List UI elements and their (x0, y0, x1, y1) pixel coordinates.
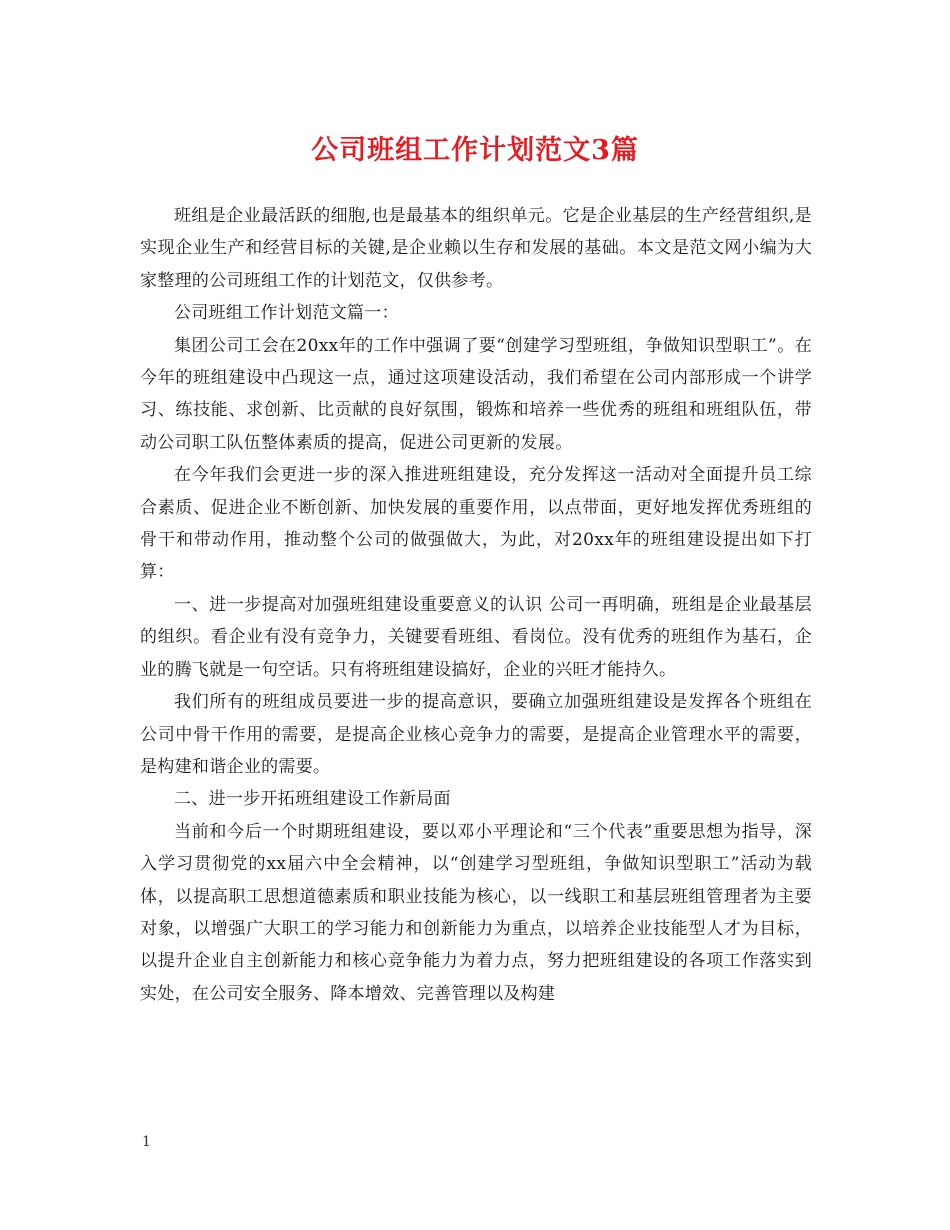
document-body (140, 200, 812, 1010)
document-title: 公司班组工作计划范文3篇 (311, 135, 639, 166)
page-number: 1 (142, 1134, 151, 1150)
paragraph-subheading: 二、进一步开拓班组建设工作新局面 (174, 789, 451, 810)
paragraph: 集团公司工会在20xx年的工作中强调了要“创建学习型班组，争做知识型职工”。在今年的班组建设中凸现这一点，通过这项建设活动，我们希望在公司内部形成一个讲学习、练技能、求创新、比贡献的良好氛围，锻炼和培养一些优秀的班组和班组队伍，带动公司职工队伍整体素质的提高，促进公司更新的发展。 (140, 335, 812, 453)
paragraph: 一、进一步提高对加强班组建设重要意义的认识 公司一再明确，班组是企业最基层的组织。看企业有没有竞争力，关键要看班组、看岗位。没有优秀的班组作为基石，企业的腾飞就是一句空话。只有将班组建设搞好，企业的兴旺才能持久。 (140, 594, 812, 680)
paragraph: 在今年我们会更进一步的深入推进班组建设，充分发挥这一活动对全面提升员工综合素质、促进企业不断创新、加快发展的重要作用，以点带面，更好地发挥优秀班组的骨干和带动作用，推动整个公司的做强做大，为此，对20xx年的班组建设提出如下打算： (140, 465, 812, 583)
paragraph-section-heading-1: 公司班组工作计划范文篇一： (174, 303, 399, 324)
paragraph: 当前和今后一个时期班组建设，要以邓小平理论和“三个代表”重要思想为指导，深入学习贯彻党的xx届六中全会精神，以“创建学习型班组，争做知识型职工”活动为载体，以提高职工思想道德素质和职业技能为核心，以一线职工和基层班组管理者为主要对象，以增强广大职工的学习能力和创新能力为重点，以培养企业技能型人才为目标，以提升企业自主创新能力和核心竞争能力为着力点，努力把班组建设的各项工作落实到实处，在公司安全服务、降本增效、完善管理以及构建 (140, 821, 812, 1004)
paragraph: 我们所有的班组成员要进一步的提高意识，要确立加强班组建设是发挥各个班组在公司中骨干作用的需要，是提高企业核心竞争力的需要，是提高企业管理水平的需要，是构建和谐企业的需要。 (140, 692, 812, 777)
paragraph-intro: 班组是企业最活跃的细胞,也是最基本的组织单元。它是企业基层的生产经营组织,是实现企业生产和经营目标的关键,是企业赖以生存和发展的基础。本文是范文网小编为大家整理的公司班组工作的计划范文，仅供参考。 (140, 206, 812, 291)
